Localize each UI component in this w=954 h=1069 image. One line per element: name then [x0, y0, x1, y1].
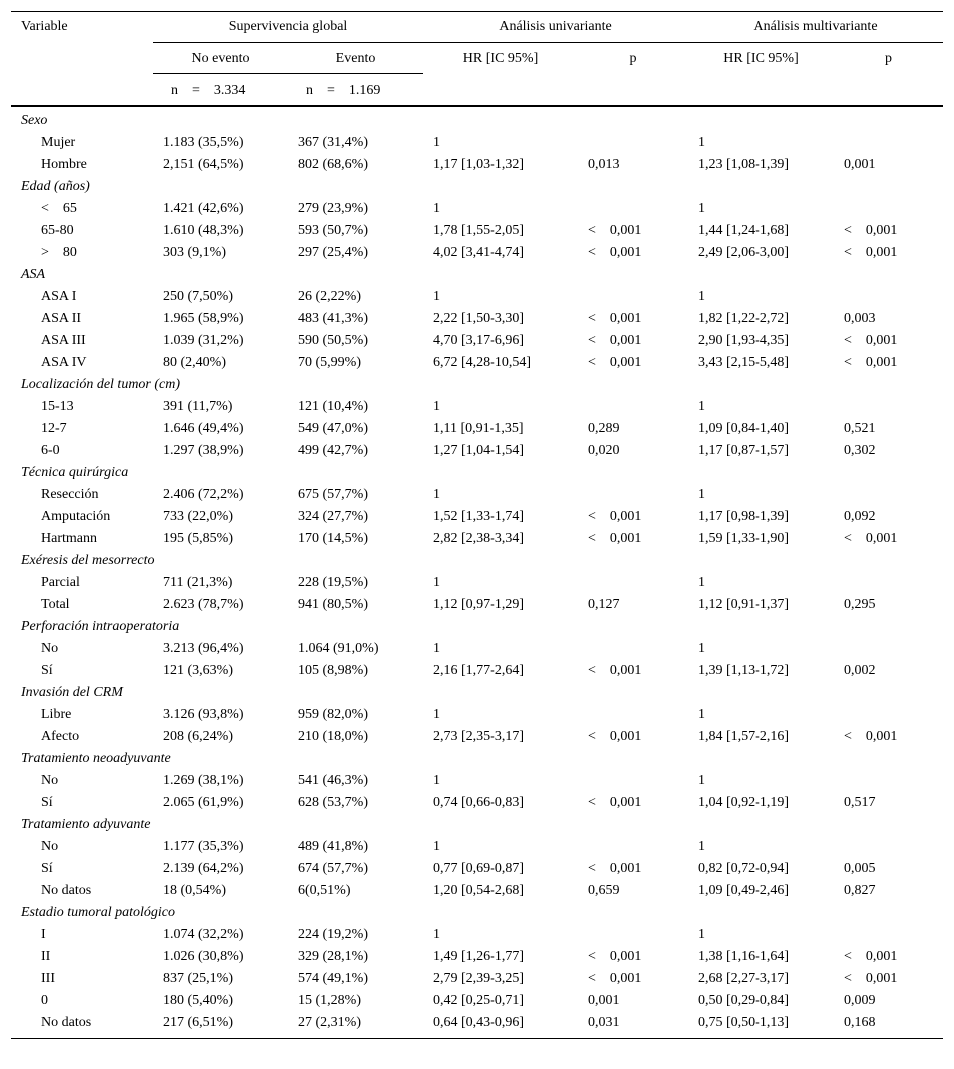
cell-multivariate-hr: 1,17 [0,98-1,39] [698, 508, 790, 524]
table-row [11, 220, 943, 242]
cell-univariate-hr: 1,49 [1,26-1,77] [433, 948, 525, 964]
cell-multivariate-hr: 1 [698, 288, 706, 304]
table-row [11, 990, 943, 1012]
table-row [11, 198, 943, 220]
cell-multivariate-hr: 2,68 [2,27-3,17] [698, 970, 790, 986]
table-row [11, 726, 943, 748]
table-row [11, 836, 943, 858]
cell-event: 802 (68,6%) [298, 156, 368, 172]
cell-multivariate-p: < 0,001 [844, 354, 898, 370]
cell-univariate-hr: 0,74 [0,66-0,83] [433, 794, 525, 810]
cell-multivariate-hr: 0,75 [0,50-1,13] [698, 1014, 790, 1030]
table-row [11, 924, 943, 946]
cell-multivariate-hr: 1,09 [0,84-1,40] [698, 420, 790, 436]
cell-event: 297 (25,4%) [298, 244, 368, 260]
cell-no-event: 180 (5,40%) [163, 992, 233, 1008]
cell-univariate-p: < 0,001 [588, 508, 642, 524]
cell-no-event: 2.406 (72,2%) [163, 486, 244, 502]
header-no-event: No evento [153, 43, 288, 74]
cell-event: 499 (42,7%) [298, 442, 368, 458]
cell-univariate-hr: 1 [433, 772, 441, 788]
cell-univariate-p: < 0,001 [588, 310, 642, 326]
table-row [11, 946, 943, 968]
section-label: Técnica quirúrgica [21, 464, 129, 480]
cell-no-event: 1.965 (58,9%) [163, 310, 244, 326]
table-row [11, 792, 943, 814]
row-label: < 65 [41, 200, 77, 216]
row-label: 6-0 [41, 442, 60, 458]
cell-no-event: 837 (25,1%) [163, 970, 233, 986]
cell-event: 549 (47,0%) [298, 420, 368, 436]
table-row [11, 770, 943, 792]
table-row [11, 418, 943, 440]
table-row [11, 594, 943, 616]
table-row [11, 638, 943, 660]
cell-multivariate-hr: 1 [698, 134, 706, 150]
cell-univariate-hr: 1,52 [1,33-1,74] [433, 508, 525, 524]
cell-multivariate-hr: 1,04 [0,92-1,19] [698, 794, 790, 810]
cell-event: 574 (49,1%) [298, 970, 368, 986]
cell-no-event: 733 (22,0%) [163, 508, 233, 524]
table-row [11, 330, 943, 352]
cell-univariate-hr: 1 [433, 288, 441, 304]
cell-event: 541 (46,3%) [298, 772, 368, 788]
survival-analysis-table [11, 11, 943, 1039]
cell-no-event: 1.183 (35,5%) [163, 134, 244, 150]
cell-event: 228 (19,5%) [298, 574, 368, 590]
cell-univariate-p: < 0,001 [588, 794, 642, 810]
section-row [11, 616, 943, 638]
cell-univariate-p: < 0,001 [588, 530, 642, 546]
cell-no-event: 18 (0,54%) [163, 882, 226, 898]
cell-multivariate-hr: 1 [698, 486, 706, 502]
table-header [11, 12, 943, 106]
table-row [11, 968, 943, 990]
cell-univariate-p: 0,013 [588, 156, 620, 172]
row-label: ASA I [41, 288, 77, 304]
row-label: Sí [41, 662, 53, 678]
section-row [11, 814, 943, 836]
header-univariate-hr: HR [IC 95%] [462, 51, 539, 66]
cell-no-event: 217 (6,51%) [163, 1014, 233, 1030]
cell-univariate-p [578, 484, 688, 506]
header-univariate: Análisis univariante [423, 12, 688, 43]
cell-multivariate-hr: 1 [698, 640, 706, 656]
cell-univariate-p: 0,020 [588, 442, 620, 458]
cell-multivariate-hr: 2,90 [1,93-4,35] [698, 332, 790, 348]
cell-no-event: 2,151 (64,5%) [163, 156, 244, 172]
cell-event: 27 (2,31%) [298, 1014, 361, 1030]
cell-multivariate-hr: 0,50 [0,29-0,84] [698, 992, 790, 1008]
table-row [11, 660, 943, 682]
row-label: No [41, 772, 59, 788]
cell-no-event: 303 (9,1%) [163, 244, 226, 260]
cell-multivariate-p [834, 198, 943, 220]
cell-event: 489 (41,8%) [298, 838, 368, 854]
table-row [11, 396, 943, 418]
cell-univariate-hr: 1 [433, 398, 441, 414]
cell-multivariate-p: 0,295 [844, 596, 876, 612]
section-row [11, 462, 943, 484]
section-label: Exéresis del mesorrecto [21, 552, 155, 568]
row-label: Parcial [41, 574, 80, 590]
cell-no-event: 1.421 (42,6%) [163, 200, 244, 216]
row-label: Afecto [41, 728, 80, 744]
cell-event: 959 (82,0%) [298, 706, 368, 722]
cell-multivariate-p: < 0,001 [844, 970, 898, 986]
cell-univariate-p: 0,001 [588, 992, 620, 1008]
cell-multivariate-p [834, 286, 943, 308]
cell-univariate-hr: 0,42 [0,25-0,71] [433, 992, 525, 1008]
cell-univariate-hr: 2,16 [1,77-2,64] [433, 662, 525, 678]
cell-multivariate-p [834, 132, 943, 154]
cell-univariate-hr: 1,12 [0,97-1,29] [433, 596, 525, 612]
row-label: II [41, 948, 51, 964]
cell-multivariate-p [834, 704, 943, 726]
row-label: ASA III [41, 332, 86, 348]
header-variable: Variable [21, 19, 68, 34]
cell-univariate-hr: 2,73 [2,35-3,17] [433, 728, 525, 744]
row-label: No datos [41, 1014, 92, 1030]
cell-univariate-p: < 0,001 [588, 662, 642, 678]
cell-event: 15 (1,28%) [298, 992, 361, 1008]
cell-no-event: 250 (7,50%) [163, 288, 233, 304]
row-label: Mujer [41, 134, 76, 150]
header-multivariate-hr: HR [IC 95%] [723, 51, 799, 66]
row-label: Total [41, 596, 70, 612]
cell-univariate-p [578, 638, 688, 660]
cell-univariate-p: 0,127 [588, 596, 620, 612]
row-label: No [41, 838, 59, 854]
cell-multivariate-hr: 1 [698, 772, 706, 788]
cell-event: 210 (18,0%) [298, 728, 368, 744]
cell-univariate-hr: 1,11 [0,91-1,35] [433, 420, 524, 436]
row-label: III [41, 970, 55, 986]
cell-multivariate-p: < 0,001 [844, 530, 898, 546]
cell-multivariate-p [834, 770, 943, 792]
cell-univariate-hr: 1 [433, 134, 441, 150]
section-label: Localización del tumor (cm) [21, 376, 181, 392]
cell-univariate-p: < 0,001 [588, 728, 642, 744]
table-row [11, 242, 943, 264]
section-label: Tratamiento adyuvante [21, 816, 151, 832]
cell-no-event: 1.269 (38,1%) [163, 772, 244, 788]
cell-univariate-p: < 0,001 [588, 354, 642, 370]
section-row [11, 106, 943, 132]
cell-event: 324 (27,7%) [298, 508, 368, 524]
cell-multivariate-hr: 2,49 [2,06-3,00] [698, 244, 790, 260]
cell-no-event: 208 (6,24%) [163, 728, 233, 744]
cell-multivariate-hr: 1,59 [1,33-1,90] [698, 530, 790, 546]
cell-univariate-p: < 0,001 [588, 970, 642, 986]
cell-univariate-hr: 1 [433, 574, 441, 590]
cell-multivariate-p [834, 638, 943, 660]
cell-no-event: 2.139 (64,2%) [163, 860, 244, 876]
cell-univariate-p: 0,289 [588, 420, 620, 436]
cell-no-event: 3.213 (96,4%) [163, 640, 244, 656]
cell-multivariate-hr: 1,82 [1,22-2,72] [698, 310, 790, 326]
cell-no-event: 121 (3,63%) [163, 662, 233, 678]
cell-event: 941 (80,5%) [298, 596, 368, 612]
cell-multivariate-p: 0,302 [844, 442, 876, 458]
row-label: Sí [41, 860, 53, 876]
cell-univariate-hr: 6,72 [4,28-10,54] [433, 354, 532, 370]
section-row [11, 550, 943, 572]
cell-multivariate-p [834, 836, 943, 858]
cell-univariate-p: 0,031 [588, 1014, 620, 1030]
row-label: Hombre [41, 156, 87, 172]
table-row [11, 528, 943, 550]
header-n-event: n = 1.169 [306, 83, 381, 98]
cell-no-event: 3.126 (93,8%) [163, 706, 244, 722]
cell-univariate-hr: 2,82 [2,38-3,34] [433, 530, 525, 546]
section-label: Estadio tumoral patológico [21, 904, 175, 920]
cell-multivariate-hr: 1 [698, 398, 706, 414]
cell-no-event: 1.026 (30,8%) [163, 948, 244, 964]
cell-multivariate-p: 0,517 [844, 794, 876, 810]
header-multivariate: Análisis multivariante [688, 12, 943, 43]
header-event: Evento [288, 43, 423, 74]
cell-event: 590 (50,5%) [298, 332, 368, 348]
row-label: 15-13 [41, 398, 74, 414]
row-label: Amputación [41, 508, 111, 524]
cell-event: 1.064 (91,0%) [298, 640, 379, 656]
section-row [11, 176, 943, 198]
row-label: > 80 [41, 244, 77, 260]
cell-multivariate-p: < 0,001 [844, 728, 898, 744]
cell-multivariate-p [834, 924, 943, 946]
cell-multivariate-hr: 3,43 [2,15-5,48] [698, 354, 790, 370]
cell-event: 6(0,51%) [298, 882, 351, 898]
cell-event: 675 (57,7%) [298, 486, 368, 502]
header-univariate-p: p [629, 51, 637, 66]
cell-no-event: 391 (11,7%) [163, 398, 233, 414]
cell-univariate-hr: 1,17 [1,03-1,32] [433, 156, 525, 172]
row-label: 12-7 [41, 420, 67, 436]
cell-univariate-hr: 4,02 [3,41-4,74] [433, 244, 525, 260]
cell-multivariate-p [834, 396, 943, 418]
table-row [11, 880, 943, 902]
cell-no-event: 711 (21,3%) [163, 574, 233, 590]
row-label: No [41, 640, 59, 656]
cell-multivariate-p [834, 572, 943, 594]
cell-univariate-hr: 2,79 [2,39-3,25] [433, 970, 525, 986]
cell-multivariate-hr: 1 [698, 838, 706, 854]
table-row [11, 132, 943, 154]
cell-multivariate-hr: 1,23 [1,08-1,39] [698, 156, 790, 172]
cell-multivariate-hr: 1,38 [1,16-1,64] [698, 948, 790, 964]
section-row [11, 682, 943, 704]
results-table-wrapper [11, 11, 943, 1039]
cell-multivariate-hr: 1,12 [0,91-1,37] [698, 596, 790, 612]
cell-univariate-hr: 1,20 [0,54-2,68] [433, 882, 525, 898]
cell-univariate-hr: 1 [433, 200, 441, 216]
section-row [11, 374, 943, 396]
cell-event: 70 (5,99%) [298, 354, 361, 370]
cell-univariate-hr: 4,70 [3,17-6,96] [433, 332, 525, 348]
row-label: Libre [41, 706, 72, 722]
table-row [11, 154, 943, 176]
cell-univariate-p: < 0,001 [588, 332, 642, 348]
cell-univariate-p [578, 770, 688, 792]
cell-univariate-p: < 0,001 [588, 860, 642, 876]
cell-multivariate-hr: 1 [698, 200, 706, 216]
cell-multivariate-p: < 0,001 [844, 222, 898, 238]
cell-event: 105 (8,98%) [298, 662, 368, 678]
cell-multivariate-hr: 1,39 [1,13-1,72] [698, 662, 790, 678]
section-row [11, 902, 943, 924]
header-multivariate-p: p [885, 51, 893, 66]
row-label: I [41, 926, 46, 942]
cell-multivariate-p: 0,827 [844, 882, 876, 898]
cell-univariate-p [578, 286, 688, 308]
cell-event: 593 (50,7%) [298, 222, 368, 238]
section-label: Edad (años) [21, 178, 90, 194]
cell-multivariate-p: 0,002 [844, 662, 876, 678]
table-row [11, 572, 943, 594]
cell-univariate-p: < 0,001 [588, 222, 642, 238]
row-label: Hartmann [41, 530, 97, 546]
cell-multivariate-hr: 0,82 [0,72-0,94] [698, 860, 790, 876]
cell-univariate-hr: 2,22 [1,50-3,30] [433, 310, 525, 326]
cell-univariate-hr: 1,27 [1,04-1,54] [433, 442, 525, 458]
table-row [11, 858, 943, 880]
section-label: Perforación intraoperatoria [21, 618, 180, 634]
cell-multivariate-p: 0,521 [844, 420, 876, 436]
cell-multivariate-hr: 1 [698, 706, 706, 722]
cell-multivariate-hr: 1 [698, 574, 706, 590]
cell-univariate-hr: 0,64 [0,43-0,96] [433, 1014, 525, 1030]
cell-univariate-hr: 1 [433, 640, 441, 656]
section-label: Sexo [21, 112, 48, 128]
cell-univariate-p [578, 924, 688, 946]
row-label: ASA II [41, 310, 82, 326]
cell-univariate-p: 0,659 [588, 882, 620, 898]
table-row [11, 506, 943, 528]
section-label: ASA [21, 266, 46, 282]
section-label: Tratamiento neoadyuvante [21, 750, 171, 766]
table-row [11, 352, 943, 374]
cell-multivariate-p: 0,001 [844, 156, 876, 172]
table-body [11, 106, 943, 1039]
cell-no-event: 1.646 (49,4%) [163, 420, 244, 436]
cell-no-event: 80 (2,40%) [163, 354, 226, 370]
row-label: 0 [41, 992, 48, 1008]
table-row [11, 440, 943, 462]
cell-multivariate-hr: 1,17 [0,87-1,57] [698, 442, 790, 458]
cell-event: 367 (31,4%) [298, 134, 368, 150]
section-label: Invasión del CRM [21, 684, 123, 700]
cell-no-event: 1.074 (32,2%) [163, 926, 244, 942]
cell-univariate-hr: 1 [433, 486, 441, 502]
cell-univariate-hr: 1,78 [1,55-2,05] [433, 222, 525, 238]
row-label: 65-80 [41, 222, 74, 238]
section-row [11, 748, 943, 770]
cell-event: 26 (2,22%) [298, 288, 361, 304]
cell-multivariate-p: < 0,001 [844, 948, 898, 964]
cell-no-event: 1.610 (48,3%) [163, 222, 244, 238]
table-row [11, 286, 943, 308]
cell-univariate-p [578, 704, 688, 726]
table-row [11, 704, 943, 726]
table-row [11, 308, 943, 330]
cell-univariate-p [578, 836, 688, 858]
cell-univariate-hr: 1 [433, 706, 441, 722]
cell-event: 628 (53,7%) [298, 794, 368, 810]
cell-no-event: 2.623 (78,7%) [163, 596, 244, 612]
table-row [11, 484, 943, 506]
cell-multivariate-p: 0,092 [844, 508, 876, 524]
cell-multivariate-p: < 0,001 [844, 332, 898, 348]
cell-univariate-p: < 0,001 [588, 244, 642, 260]
cell-univariate-p [578, 198, 688, 220]
cell-no-event: 1.177 (35,3%) [163, 838, 244, 854]
cell-multivariate-hr: 1,44 [1,24-1,68] [698, 222, 790, 238]
row-label: Resección [41, 486, 99, 502]
cell-multivariate-p: 0,005 [844, 860, 876, 876]
header-overall-survival: Supervivencia global [153, 12, 423, 43]
cell-no-event: 1.039 (31,2%) [163, 332, 244, 348]
cell-univariate-p [578, 132, 688, 154]
cell-univariate-p [578, 396, 688, 418]
table-row [11, 1012, 943, 1039]
cell-univariate-hr: 1 [433, 838, 441, 854]
cell-no-event: 1.297 (38,9%) [163, 442, 244, 458]
cell-univariate-hr: 0,77 [0,69-0,87] [433, 860, 525, 876]
cell-multivariate-p: 0,003 [844, 310, 876, 326]
cell-event: 279 (23,9%) [298, 200, 368, 216]
cell-no-event: 2.065 (61,9%) [163, 794, 244, 810]
cell-multivariate-p: 0,009 [844, 992, 876, 1008]
row-label: No datos [41, 882, 92, 898]
cell-event: 170 (14,5%) [298, 530, 368, 546]
cell-multivariate-p: 0,168 [844, 1014, 876, 1030]
cell-event: 121 (10,4%) [298, 398, 368, 414]
cell-univariate-p [578, 572, 688, 594]
cell-event: 224 (19,2%) [298, 926, 368, 942]
cell-no-event: 195 (5,85%) [163, 530, 233, 546]
cell-univariate-hr: 1 [433, 926, 441, 942]
cell-univariate-p: < 0,001 [588, 948, 642, 964]
cell-event: 483 (41,3%) [298, 310, 368, 326]
cell-event: 329 (28,1%) [298, 948, 368, 964]
cell-multivariate-p: < 0,001 [844, 244, 898, 260]
cell-multivariate-hr: 1,84 [1,57-2,16] [698, 728, 790, 744]
cell-multivariate-hr: 1 [698, 926, 706, 942]
section-row [11, 264, 943, 286]
cell-multivariate-hr: 1,09 [0,49-2,46] [698, 882, 790, 898]
cell-event: 674 (57,7%) [298, 860, 368, 876]
header-n-no-event: n = 3.334 [171, 83, 246, 98]
row-label: ASA IV [41, 354, 87, 370]
row-label: Sí [41, 794, 53, 810]
cell-multivariate-p [834, 484, 943, 506]
